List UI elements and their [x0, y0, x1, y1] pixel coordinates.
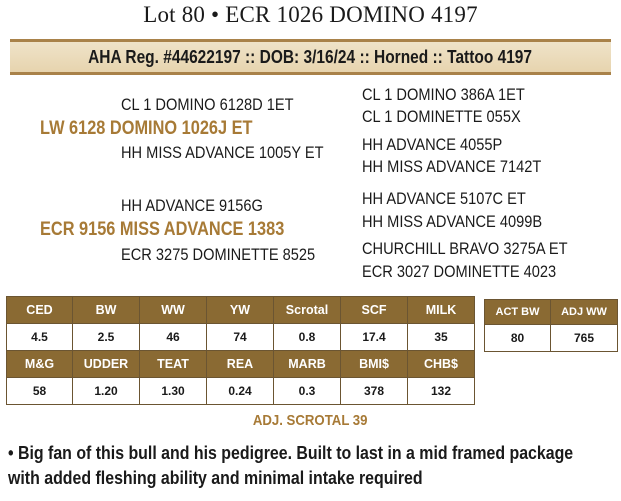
dam-dam-sire: CHURCHILL BRAVO 3275A ET [362, 239, 568, 258]
epd-value: 0.8 [274, 324, 341, 351]
sire-dam: HH MISS ADVANCE 1005Y ET [121, 143, 324, 162]
epd-header: Scrotal [274, 297, 341, 324]
epd-header: CHB$ [408, 351, 475, 378]
epd-header: BW [73, 297, 140, 324]
comment-line-2: with added fleshing ability and minimal intake required [8, 467, 423, 488]
epd-header-row-1 [7, 297, 475, 324]
epd-value: 35 [408, 324, 475, 351]
epd-value: 1.30 [140, 378, 207, 405]
epd-header: MARB [274, 351, 341, 378]
actuals-table [484, 299, 618, 352]
comment-block [8, 440, 614, 490]
epd-value: 0.3 [274, 378, 341, 405]
epd-header: SCF [341, 297, 408, 324]
adj-scrotal: ADJ. SCROTAL 39 [253, 412, 368, 429]
epd-value: 2.5 [73, 324, 140, 351]
epd-header: UDDER [73, 351, 140, 378]
epd-header: MILK [408, 297, 475, 324]
sire-sire-dam: CL 1 DOMINETTE 055X [362, 107, 521, 126]
dam: ECR 9156 MISS ADVANCE 1383 [40, 219, 285, 240]
dam-dam-dam: ECR 3027 DOMINETTE 4023 [362, 262, 557, 281]
sire-dam-dam: HH MISS ADVANCE 7142T [362, 157, 542, 176]
epd-value: 1.20 [73, 378, 140, 405]
epd-header: CED [7, 297, 73, 324]
sire-dam-sire: HH ADVANCE 4055P [362, 135, 503, 154]
dam-sire-dam: HH MISS ADVANCE 4099B [362, 212, 543, 231]
epd-value: 46 [140, 324, 207, 351]
epd-value: 58 [7, 378, 73, 405]
actuals-value-row [485, 325, 618, 352]
epd-value: 132 [408, 378, 475, 405]
actuals-value: 80 [485, 325, 551, 352]
actuals-header-row [485, 300, 618, 325]
actuals-header: ADJ WW [551, 300, 618, 325]
dam-sire: HH ADVANCE 9156G [121, 196, 263, 215]
epd-header: TEAT [140, 351, 207, 378]
registration-text: AHA Reg. #44622197 :: DOB: 3/16/24 :: Horned :: Tattoo 4197 [88, 46, 533, 67]
actuals-value: 765 [551, 325, 618, 352]
epd-value: 74 [207, 324, 274, 351]
adj-scrotal-line [0, 412, 621, 429]
epd-value-row-1 [7, 324, 475, 351]
sire: LW 6128 DOMINO 1026J ET [40, 118, 253, 139]
lot-title: Lot 80 • ECR 1026 DOMINO 4197 [143, 2, 478, 27]
epd-value: 17.4 [341, 324, 408, 351]
epd-header: YW [207, 297, 274, 324]
registration-bar [10, 39, 611, 75]
epd-header: REA [207, 351, 274, 378]
sire-sire: CL 1 DOMINO 6128D 1ET [121, 95, 294, 114]
actuals-header: ACT BW [485, 300, 551, 325]
epd-header: WW [140, 297, 207, 324]
dam-sire-sire: HH ADVANCE 5107C ET [362, 189, 526, 208]
epd-value: 0.24 [207, 378, 274, 405]
epd-header-row-2 [7, 351, 475, 378]
epd-value: 4.5 [7, 324, 73, 351]
dam-dam: ECR 3275 DOMINETTE 8525 [121, 245, 316, 264]
sire-sire-sire: CL 1 DOMINO 386A 1ET [362, 85, 525, 104]
epd-header: BMI$ [341, 351, 408, 378]
epd-value: 378 [341, 378, 408, 405]
epd-header: M&G [7, 351, 73, 378]
epd-table [6, 296, 475, 405]
comment-line-1: • Big fan of this bull and his pedigree. Built to last in a mid framed package [8, 442, 574, 463]
epd-value-row-2 [7, 378, 475, 405]
